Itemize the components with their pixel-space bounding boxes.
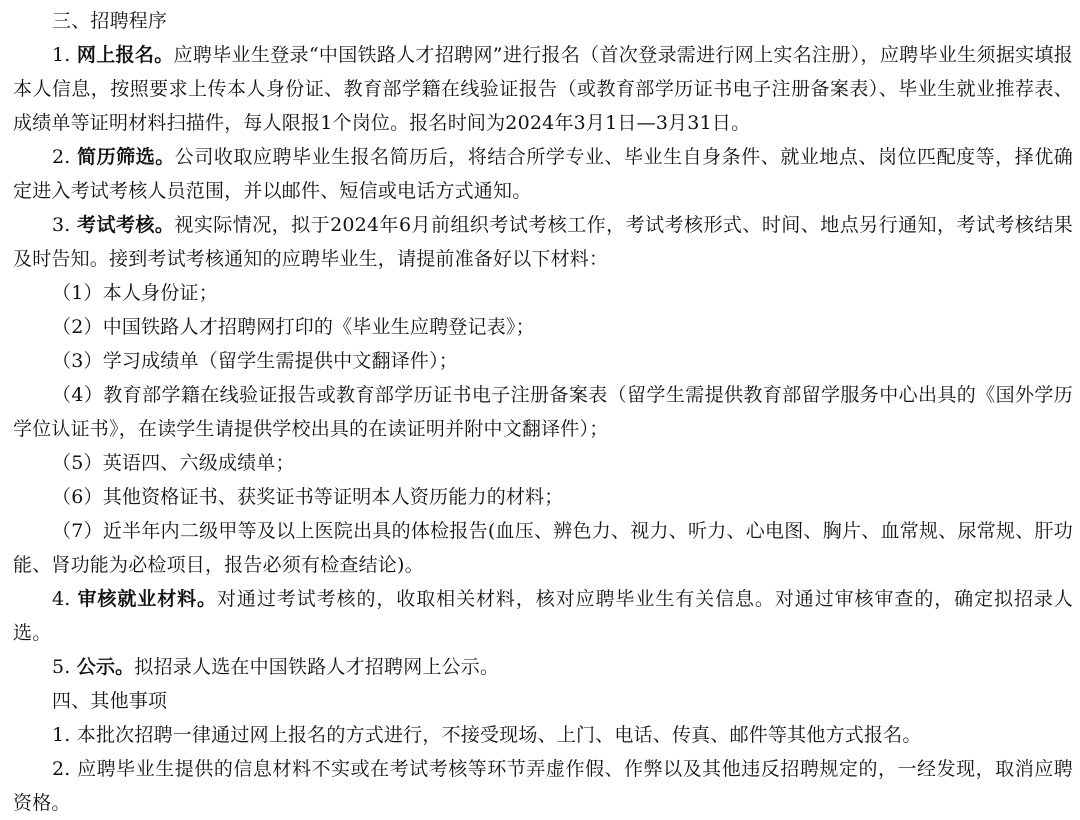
material-item: （3）学习成绩单（留学生需提供中文翻译件）； — [52, 350, 458, 372]
other-item: 1. 本批次招聘一律通过网上报名的方式进行，不接受现场、上门、电话、传真、邮件等其他方式报名。 — [52, 724, 922, 746]
item-text: 拟招录人选在中国铁路人才招聘网上公示。 — [134, 656, 500, 678]
document-body — [13, 4, 1073, 820]
material-item: （4）教育部学籍在线验证报告或教育部学历证书电子注册备案表（留学生需提供教育部留学服务中心出具的《国外学历学位认证书》，在读学生请提供学校出具的在读证明并附中文翻译件）； — [13, 384, 1073, 440]
section-heading: 四、其他事项 — [52, 690, 168, 712]
item-text: 应聘毕业生登录“中国铁路人才招聘网”进行报名（首次登录需进行网上实名注册），应聘毕业生须据实填报本人信息，按照要求上传本人身份证、教育部学籍在线验证报告（或教育部学历证书电子注册备案表）、毕业生就业推荐表、成绩单等证明材料扫描件，每人限报1个岗位。报名时间为2024年3月1日—3月31日。 — [13, 44, 1073, 134]
material-item: （2）中国铁路人才招聘网打印的《毕业生应聘登记表》； — [52, 316, 535, 338]
material-item: （5）英语四、六级成绩单； — [52, 452, 295, 474]
item-number: 2. — [52, 146, 71, 168]
procedure-item — [13, 140, 1073, 208]
material-item: （1）本人身份证； — [52, 282, 218, 304]
item-number: 3. — [52, 214, 71, 236]
material-item: （6）其他资格证书、获奖证书等证明本人资历能力的材料； — [52, 486, 564, 508]
section-heading: 三、招聘程序 — [52, 10, 168, 32]
item-text: 视实际情况，拟于2024年6月前组织考试考核工作，考试考核形式、时间、地点另行通知，考试考核结果及时告知。接到考试考核通知的应聘毕业生，请提前准备好以下材料： — [13, 214, 1073, 270]
item-number: 5. — [52, 656, 71, 678]
item-title: 考试考核。 — [77, 214, 175, 236]
item-title: 公示。 — [76, 656, 135, 678]
item-title: 简历筛选。 — [77, 146, 175, 168]
item-text: 公司收取应聘毕业生报名简历后，将结合所学专业、毕业生自身条件、就业地点、岗位匹配度等，择优确定进入考试考核人员范围，并以邮件、短信或电话方式通知。 — [13, 146, 1073, 202]
procedure-item — [13, 650, 1073, 684]
item-title: 审核就业材料。 — [77, 588, 217, 610]
item-title: 网上报名。 — [76, 44, 174, 66]
procedure-item — [13, 38, 1073, 140]
procedure-item — [13, 208, 1073, 276]
item-number: 1. — [52, 44, 71, 66]
item-text: 对通过考试考核的，收取相关材料，核对应聘毕业生有关信息。对通过审核审查的，确定拟招录人选。 — [13, 588, 1073, 644]
other-item: 2. 应聘毕业生提供的信息材料不实或在考试考核等环节弄虚作假、作弊以及其他违反招聘规定的，一经发现，取消应聘资格。 — [13, 758, 1073, 814]
material-item: （7）近半年内二级甲等及以上医院出具的体检报告(血压、辨色力、视力、听力、心电图、胸片、血常规、尿常规、肝功能、肾功能为必检项目，报告必须有检查结论)。 — [13, 520, 1073, 576]
item-number: 4. — [52, 588, 71, 610]
procedure-item — [13, 582, 1073, 650]
